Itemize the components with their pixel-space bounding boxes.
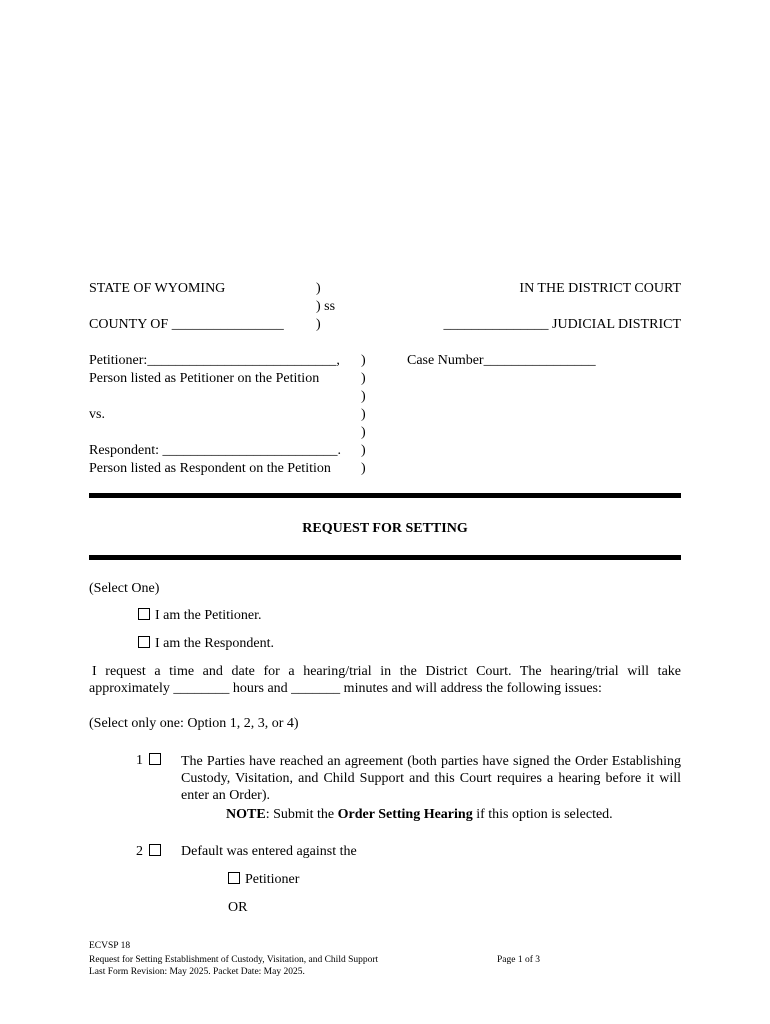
petitioner-sublabel: Person listed as Petitioner on the Petition — [89, 371, 320, 386]
caption-paren: ) — [361, 389, 366, 404]
vs-label: vs. — [89, 407, 105, 422]
footer-form-title: Request for Setting Establishment of Custody, Visitation, and Child Support — [89, 955, 379, 965]
caption-ss: ) ss — [316, 299, 336, 314]
title-rule-bottom — [89, 555, 681, 560]
caption-paren: ) — [316, 281, 321, 296]
caption-paren: ) — [361, 353, 366, 368]
footer-revision: Last Form Revision: May 2025. Packet Date: May 2025. — [89, 967, 305, 977]
or-label: OR — [228, 900, 248, 915]
document-title: REQUEST FOR SETTING — [302, 521, 468, 536]
option-1-text: The Parties have reached an agreement (both parties have signed the Order Establishing Custody, Visitation, and Child Support and this Court requires a hearing before it will enter an Order). — [181, 754, 681, 803]
note-text: : Submit the — [265, 807, 338, 822]
caption-paren: ) — [361, 461, 366, 476]
caption-paren: ) — [361, 371, 366, 386]
checkbox-icon — [138, 608, 150, 620]
checkbox-icon — [149, 844, 161, 856]
respondent-sublabel: Person listed as Respondent on the Petition — [89, 461, 331, 476]
judicial-district-label: _______________ JUDICIAL DISTRICT — [443, 317, 681, 332]
footer-form-id: ECVSP 18 — [89, 941, 131, 951]
petitioner-checkbox[interactable] — [138, 608, 262, 624]
court-label: IN THE DISTRICT COURT — [519, 281, 681, 296]
checkbox-icon — [149, 753, 161, 765]
select-one-label: (Select One) — [89, 581, 160, 596]
caption-paren: ) — [361, 407, 366, 422]
title-rule-top — [89, 493, 681, 498]
checkbox-icon — [138, 636, 150, 648]
footer-page-number: Page 1 of 3 — [497, 955, 541, 965]
caption-paren: ) — [316, 317, 321, 332]
state-label: STATE OF WYOMING — [89, 281, 226, 296]
request-paragraph: I request a time and date for a hearing/trial in the District Court. The hearing/trial will take approximately ________ hours and _______ minutes and will address the following issues: — [89, 664, 681, 696]
respondent-checkbox[interactable] — [138, 636, 274, 652]
option-2-text: Default was entered against the — [181, 844, 357, 859]
option-1-number: 1 — [136, 753, 143, 768]
option-2-number: 2 — [136, 844, 143, 859]
select-only-one-label: (Select only one: Option 1, 2, 3, or 4) — [89, 716, 299, 731]
case-number-field[interactable]: Case Number________________ — [407, 353, 596, 368]
petitioner-field[interactable]: Petitioner:___________________________, — [89, 353, 340, 368]
option-1-note — [226, 807, 613, 823]
respondent-field[interactable]: Respondent: _________________________. — [89, 443, 341, 458]
note-form-name: Order Setting Hearing — [337, 807, 473, 822]
caption-paren: ) — [361, 443, 366, 458]
petitioner-option-label: I am the Petitioner. — [155, 608, 262, 623]
option-2-checkbox[interactable] — [136, 844, 166, 860]
default-petitioner-checkbox[interactable] — [228, 872, 299, 888]
note-text: if this option is selected. — [472, 807, 613, 822]
note-label: NOTE — [226, 807, 266, 822]
default-petitioner-label: Petitioner — [245, 872, 300, 887]
county-label: COUNTY OF ________________ — [89, 317, 284, 332]
option-1-checkbox[interactable] — [136, 753, 166, 769]
checkbox-icon — [228, 872, 240, 884]
caption-paren: ) — [361, 425, 366, 440]
respondent-option-label: I am the Respondent. — [155, 636, 274, 651]
